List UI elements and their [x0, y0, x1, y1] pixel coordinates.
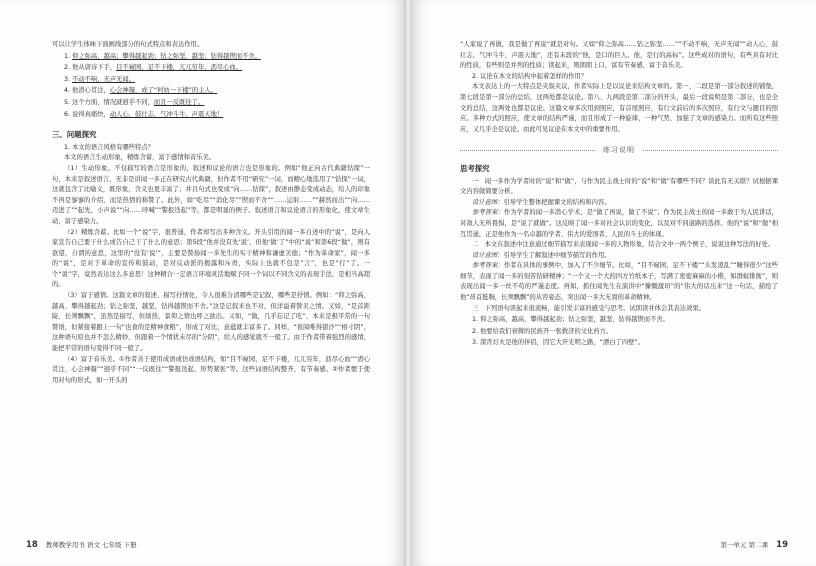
- left-page-text: [52, 40, 370, 386]
- list-item: 1. 仰之弥高，越高；攀得越起劲；钻之弥坚，越坚；钻得越锲而不舍。: [64, 52, 261, 60]
- exercise-2: 二 本文在叙述中注意通过细节描写来表现闻一多的人物形象，结合文中一两个例子，说说这种写法的好处。: [472, 241, 775, 249]
- list-item: 6. 说得真痛快，动人心，鼓壮志，气冲斗牛，声震天地！: [64, 110, 224, 118]
- exercise-3: 三 下列语句读起来很流畅，能引发丰富的感受与思考。试朗读并体会其表达效果。: [472, 304, 705, 312]
- exercise-2-answer: 参考答案：作者在具体的事例中，加入了不少细节。比如，“目不窥园，足不下楼”“头发凌乱”“睡得很少”这些细节，表现了闻一多的刻苦钻研精神；“一个又一个大的四方竹纸本子，写满了密密麻麻的小楷，如群蚁排衙”，则表现出闻一多一丝不苟的严谨态度。再如，抓住闻先生在演讲中“慷慨激昂”的“伟大的话出来”这一句话，描绘了他“昂首挺胸，长须飘飘”的从容姿态，突出闻一多大无畏的革命精神。: [460, 262, 779, 302]
- continued-paragraph: “人家说了再做，我是做了再说”就是对句。又如“仰之弥高……钻之弥坚……”“不动不响，无声无闻”“动人心，鼓壮志，气冲斗牛，声震天地”，还有末段的“他，是口的巨人。他，是行的高标”。这些成对的语句，有些具有对比的性质，有些则是并列的性质；读起来，则朗朗上口，富有节奏感，富于音乐美。: [460, 41, 778, 70]
- page-number: 18: [26, 540, 38, 550]
- point-concise: （2）精炼含蓄。比如一个“说”字，很普通，作者却写出多种含义。开头引用的闻一多自述中的“说”，是向人家宣告自己要干什么或告自己干了什么的意思；第5段“他并没有先‘说’，但他‘做’了”中的“说”和第6段“做”，则有欲望，自谓的意思，这里的“没有‘说’”，主要是赞扬闻一多先生的实干精神和谦虚美德；“作为革命家”，闻一多的“说”，是对于革命的宣传和鼓动，是对反动派的揭露和斥责，实际上也就不包是“言”，也是“行”了。一个“说”字，竟然表达这么多意思！这种精合一定语言环境灵活地赋予同一个词以不同含义的表现手法，是相当高超的。: [52, 228, 370, 289]
- list-item: 3. 不动不响，无声无闻。: [64, 75, 135, 83]
- sentence-list: [52, 51, 370, 121]
- intro-line: 可以让学生体味下面画线部分的句式特点和表达作用。: [52, 41, 204, 48]
- exercise-1: 一 闻一多作为学者时的“说”和“做”，与作为民主战士时的“说”和“做”有哪些不同？谈此有无关联？试根据课文内容做简要分析。: [460, 177, 778, 196]
- section-heading: 思考探究: [460, 163, 490, 173]
- exercise-1-purpose: 设计意图：引导学生整体把握课文的结构和内容。: [472, 198, 611, 206]
- point-music: （4）富于音乐美。①作者善于使用成语或仿成语结构，如“目不窥园，足不下楼，兀兀穷年，沥尽心血”“潜心贯注，心会神凝”“迥乎不同”“一反既往”“警报迭起，形势紧张”等。这些词语结构整齐，有节奏感。②作者惯于使用对句的形式，如一开头的: [52, 355, 370, 384]
- section-separator: [460, 145, 778, 156]
- left-footer: [20, 540, 137, 550]
- list-item: 4. 他潜心贯注，心会神凝，成了“何妨一下楼”的主人。: [64, 87, 218, 95]
- list-item: 2. 他要给我们衰微的民族开一张救济的文化药方。: [472, 327, 613, 335]
- point-vivid: （1）生动形象。不仅描写的语言是形象的，叙述和议论的语言也是形象的。例如“他正向古代典籍钻探”一句，本来是叙述语言，无非是讲闻一多正在研究古代典籍，但作者不用“研究”一词，而精心地选用了“钻探”一词，这就包含了比喻义，既形象，含义也更丰富了；并且句式也变成“向……钻探”，叙述由静态变成动态，给人的印象不再是寥寥的介绍，而是热情的称赞了。此外，如“吃尽”“消化尽”“锲而不舍”“……运射……”“赫然而出”“向……迈进了”“起先，小声说”“向……呼喊”“警报迭起”等，都是明显的例子。叙述语言和议论语言的形象化，使文章生动，富于感染力。: [52, 164, 370, 225]
- right-page-text: [460, 40, 778, 349]
- book-gutter: [404, 0, 412, 566]
- exercise-1-answer: 参考答案：作为学者的闻一多潜心学术，是“做了再说，做了不说”；作为民主战士的闻一多敢于为人民讲话，对敌人无所畏惧，是“说了就做”。这反映了闻一多对社会认识的变化，以及对不同道路的选择。他的“说”和“做”相互贯通，正是他作为一名卓越的学者、伟大的爱国者、人民的斗士的体现。: [460, 209, 778, 238]
- answer-summary: 本文的语言生动形象，精炼含蓄，富于感情和音乐美。: [64, 154, 216, 162]
- right-footer: [721, 540, 795, 550]
- exercise-3-list: [460, 314, 778, 349]
- book-title: 教师教学用书 语文 七年级 下册: [45, 541, 137, 549]
- question-1: 1. 本文的语言风格有哪些特点？: [64, 143, 154, 151]
- list-item: 3. 深宵灯火是他的伴侣，因它大开光明之路，“漂白了四壁”。: [472, 339, 644, 347]
- answer-2: 本文表达上的一大特点是夹叙夹议，作者实际上是以议论来结构文章的。第一、二段是第一部分叙述的铺垫，第七段是第一部分的总结，这两处都是议论。第八、九两段是第二部分的开头，最后一段说明是第二部分，也是全文的总结，这两处也都是议论。这篇文章多次用到照应，有首尾照应，有行文前后的多次照应，有行文与题目的照应。多种方式的照应，使文章的结构严谨，而且形成了一种旋律，一种气势，加强了文章的感染力。而所有这些照应，又几乎全是议论。由此可见议论在本文中的重要作用。: [460, 83, 778, 133]
- list-item: 1. 仰之弥高，越高，攀得越起劲；钻之弥坚，越坚，钻得越锲而不舍。: [472, 316, 669, 324]
- exercise-2-purpose: 设计意图：引导学生了解叙述中细节描写的作用。: [472, 251, 611, 259]
- point-emotion: （3）富于感情。这篇文章的叙述、描写抒情化，令人很难分清哪些是记叙，哪些是抒情。例如：“仰之弥高，越高，攀得越起劲；钻之弥坚，越坚，钻得越锲而不舍。”这是记叙来也不对，但洋溢着赞美之情。又如，“是首距陡，长须飘飘”，虽然是描写，但烦热，景仰之情也呼之欲出。又如，“做，几乎忘记了吃”，本来是极平常的一句赞语，但紧接着跟上一句“也食的是精神食粮”，形成了对比，意蕴就丰富多了。同样，“夜阅唯得银沙”“榕寸阴”，这种语句原也并不怎么精妙，但跟着一个情犹未尽的“分阴”，给人的感觉就不一般了。由于作者带着强烈的感情，能把平常的语句变得不同一般了。: [52, 292, 370, 353]
- section-heading: 三、问题探究: [52, 130, 97, 140]
- question-2: 2. 议论在本文的结构中起着怎样的作用？: [472, 72, 588, 80]
- list-item: 5. 这个方面，情况就迥乎不同，而且一反既往了。: [64, 98, 205, 106]
- page-number: 19: [776, 540, 788, 550]
- list-item: 2. 他从唐诗下手，目不窥园，足不下楼，兀兀穷年，沥尽心血。: [64, 64, 243, 72]
- separator-label: 练习说明: [603, 146, 635, 155]
- unit-label: 第一单元 第二课: [720, 541, 769, 549]
